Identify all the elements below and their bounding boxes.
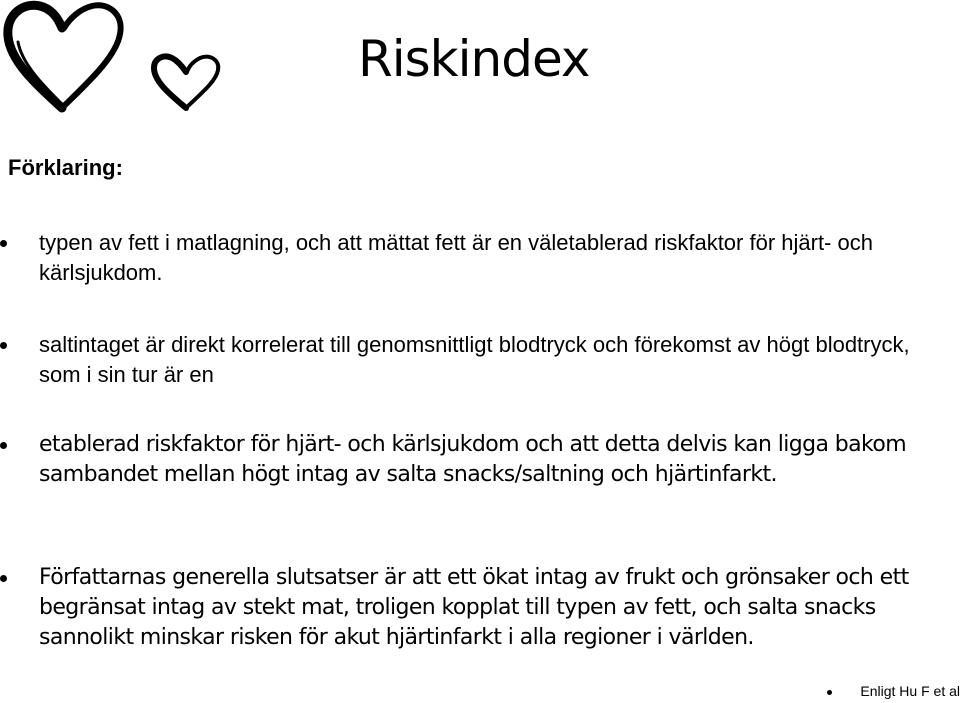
section-heading: Förklaring:: [8, 155, 123, 180]
bullet-text: Författarnas generella slutsatser är att ett ökat intag av frukt och grönsaker och ett begränsat intag av stekt mat, troligen kopplat till typen av fett, och salta snacks sannolikt minskar risken för akut hjärtinfarkt i alla regioner i världen.: [39, 565, 909, 650]
bullet-dot-icon: [0, 342, 7, 349]
bullet-dot-icon: [0, 575, 7, 582]
bullet-text: typen av fett i matlagning, och att mättat fett är en väletablerad riskfaktor för hjärt- och kärlsjukdom.: [39, 230, 873, 285]
source-citation: [827, 683, 960, 703]
bullet-text: saltintaget är direkt korrelerat till genomsnittligt blodtryck och förekomst av högt blodtryck, som i sin tur är en: [39, 332, 910, 387]
bullet-dot-icon: [0, 240, 7, 247]
slide-title: Riskindex: [358, 30, 590, 88]
citation-text: Enligt Hu F et al: [860, 683, 960, 699]
bullet-dot-icon: [0, 442, 7, 449]
hearts-logo-icon: [0, 0, 230, 120]
bullet-text: etablerad riskfaktor för hjärt- och kärlsjukdom och att detta delvis kan ligga bakom sambandet mellan högt intag av salta snacks/saltning och hjärtinfarkt.: [39, 432, 907, 487]
footer-bullet-icon: [827, 690, 832, 695]
